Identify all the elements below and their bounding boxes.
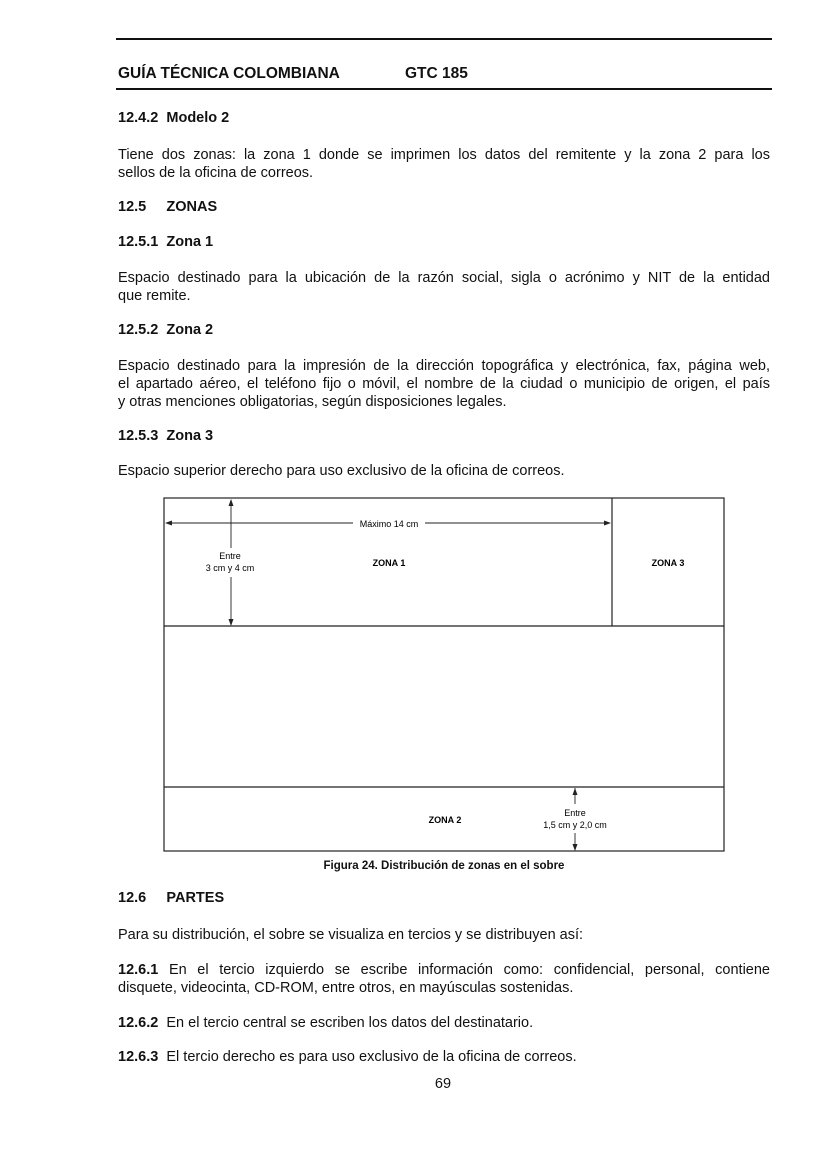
paragraph-line: el apartado aéreo, el teléfono fijo o móvil, el nombre de la ciudad o municipio de origen, el país [118,376,770,392]
section-title: ZONAS [166,199,218,215]
paragraph-line [118,961,770,979]
item-text: En el tercio izquierdo se escribe información como: confidencial, personal, contiene [168,962,770,978]
height-arrow-bottom [229,619,234,626]
item-number: 12.6.2 [118,1015,159,1031]
bottom-label-line2: 1,5 cm y 2,0 cm [543,820,607,830]
paragraph-line: Espacio superior derecho para uso exclusivo de la oficina de correos. [118,463,565,479]
paragraph-line: disquete, videocinta, CD-ROM, entre otros, en mayúsculas sostenidas. [118,980,574,996]
section-number: 12.5 [118,199,147,215]
zone3-label: ZONA 3 [651,558,685,568]
page-number: 69 [434,1076,452,1092]
paragraph-line: Tiene dos zonas: la zona 1 donde se imprimen los datos del remitente y la zona 2 para los [118,147,770,163]
section-title: Zona 3 [166,428,214,444]
paragraph-line: Para su distribución, el sobre se visualiza en tercios y se distribuyen así: [118,927,584,943]
paragraph-12-6-2 [118,1014,770,1032]
bottom-label-line1: Entre [564,808,586,818]
paragraph-line: Espacio destinado para la ubicación de la razón social, sigla o acrónimo y NIT de la entidad [118,270,770,286]
paragraph-12-6-3 [118,1048,770,1066]
section-title: Zona 2 [166,322,214,338]
paragraph-line: que remite. [118,288,191,304]
section-number: 12.5.2 [118,322,159,338]
paragraph-line: Espacio destinado para la impresión de la dirección topográfica y electrónica, fax, página web, [118,358,770,374]
item-text: El tercio derecho es para uso exclusivo de la oficina de correos. [166,1049,577,1065]
section-number: 12.5.3 [118,428,159,444]
zone2-label: ZONA 2 [428,815,462,825]
paragraph-line: sellos de la oficina de correos. [118,165,314,181]
paragraph-12-6-1 [118,961,770,997]
section-heading-12-6 [118,890,224,906]
zone1-label: ZONA 1 [372,558,406,568]
item-number: 12.6.1 [118,962,159,978]
width-dimension-label: Máximo 14 cm [359,519,419,529]
width-arrow-right [604,521,611,526]
item-text: En el tercio central se escriben los datos del destinatario. [166,1015,534,1031]
section-number: 12.4.2 [118,110,159,126]
section-number: 12.5.1 [118,234,159,250]
section-title: PARTES [166,890,225,906]
envelope-outline [164,498,724,851]
height-arrow-top [229,499,234,506]
header-title: GUÍA TÉCNICA COLOMBIANA [118,65,340,82]
item-number: 12.6.3 [118,1049,159,1065]
bottom-arrow-bottom [573,844,578,851]
figure-caption: Figura 24. Distribución de zonas en el sobre [323,860,565,872]
section-number: 12.6 [118,890,147,906]
header-code: GTC 185 [405,65,468,82]
paragraph-line: y otras menciones obligatorias, según disposiciones legales. [118,394,507,410]
paragraph-12-6 [118,926,770,944]
bottom-arrow-top [573,788,578,795]
section-title: Modelo 2 [166,110,230,126]
height-label-line2: 3 cm y 4 cm [205,563,255,573]
width-arrow-left [165,521,172,526]
height-label-line1: Entre [219,551,241,561]
section-title: Zona 1 [166,234,214,250]
